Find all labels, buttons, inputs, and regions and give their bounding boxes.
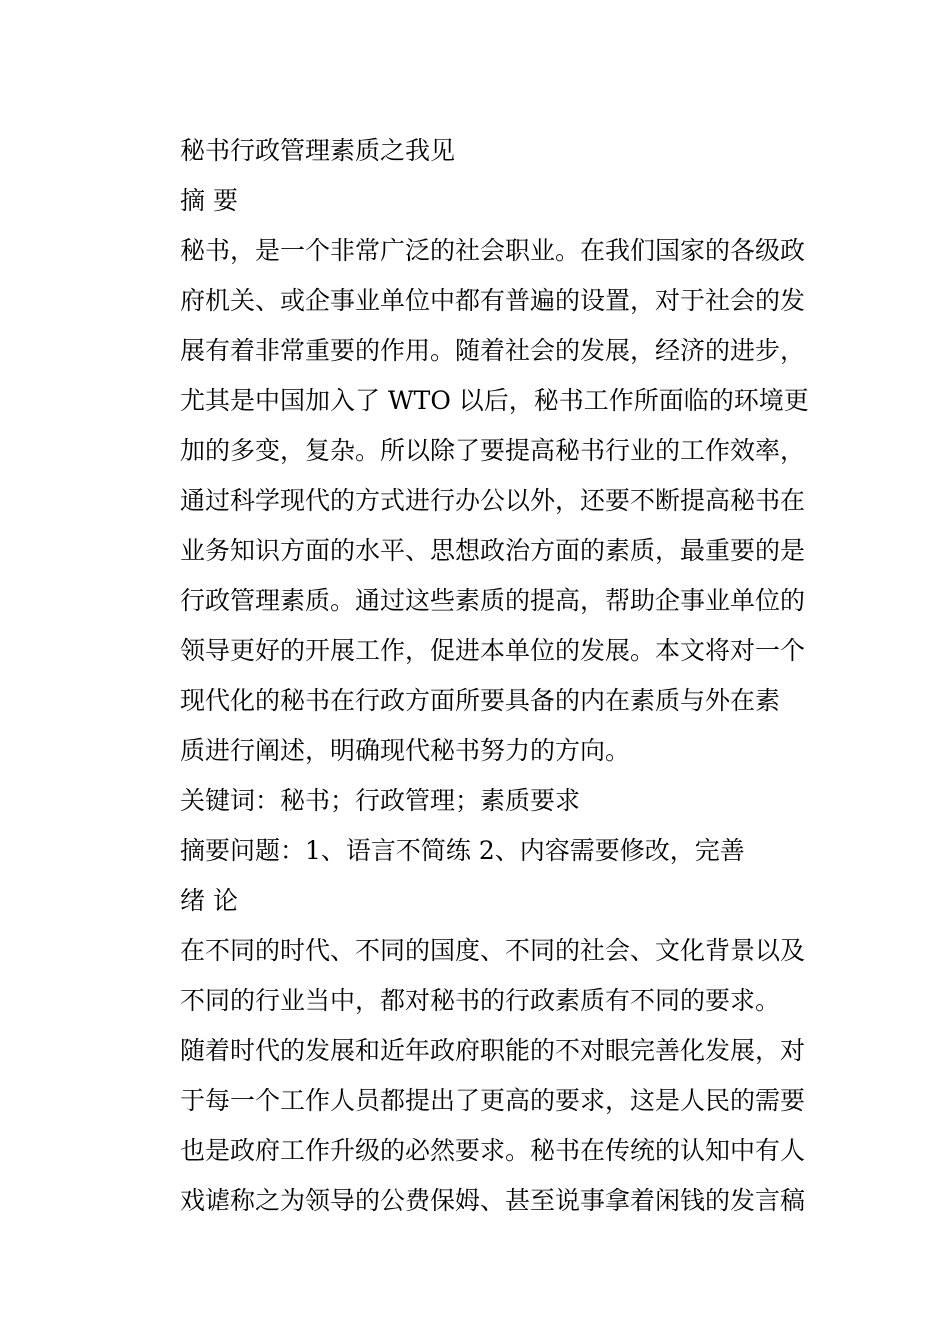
abstract-line: 尤其是中国加入了 WTO 以后，秘书工作所面临的环境更 <box>180 386 809 415</box>
abstract-line: 府机关、或企事业单位中都有普遍的设置，对于社会的发 <box>180 286 806 315</box>
keywords-line: 关键词：秘书；行政管理；素质要求 <box>180 786 581 815</box>
abstract-line: 行政管理素质。通过这些素质的提高，帮助企事业单位的 <box>180 586 806 615</box>
intro-paragraph-2 <box>180 1026 810 1226</box>
document-title: 秘书行政管理素质之我见 <box>180 136 456 165</box>
abstract-line: 秘书，是一个非常广泛的社会职业。在我们国家的各级政 <box>180 236 806 265</box>
intro-line: 在不同的时代、不同的国度、不同的社会、文化背景以及 <box>180 936 806 965</box>
intro-paragraph-1 <box>180 926 810 1026</box>
abstract-heading: 摘 要 <box>180 186 238 215</box>
intro-line: 也是政府工作升级的必然要求。秘书在传统的认知中有人 <box>180 1136 806 1165</box>
abstract-line: 现代化的秘书在行政方面所要具备的内在素质与外在素 <box>180 686 781 715</box>
abstract-line: 质进行阐述，明确现代秘书努力的方向。 <box>180 736 631 765</box>
abstract-line: 通过科学现代的方式进行办公以外，还要不断提高秘书在 <box>180 486 806 515</box>
intro-line: 不同的行业当中，都对秘书的行政素质有不同的要求。 <box>180 986 781 1015</box>
abstract-line: 加的多变，复杂。所以除了要提高秘书行业的工作效率， <box>180 436 806 465</box>
abstract-line: 领导更好的开展工作，促进本单位的发展。本文将对一个 <box>180 636 806 665</box>
document-body <box>180 126 810 1226</box>
abstract-line: 业务知识方面的水平、思想政治方面的素质，最重要的是 <box>180 536 806 565</box>
abstract-issue-note: 摘要问题：1、语言不简练 2、内容需要修改，完善 <box>180 836 745 865</box>
abstract-line: 展有着非常重要的作用。随着社会的发展，经济的进步， <box>180 336 806 365</box>
intro-heading: 绪 论 <box>180 886 238 915</box>
intro-line: 于每一个工作人员都提出了更高的要求，这是人民的需要 <box>180 1086 806 1115</box>
intro-line: 戏谑称之为领导的公费保姆、甚至说事拿着闲钱的发言稿 <box>180 1186 806 1215</box>
intro-line: 随着时代的发展和近年政府职能的不对眼完善化发展，对 <box>180 1036 806 1065</box>
abstract-paragraph <box>180 226 810 776</box>
